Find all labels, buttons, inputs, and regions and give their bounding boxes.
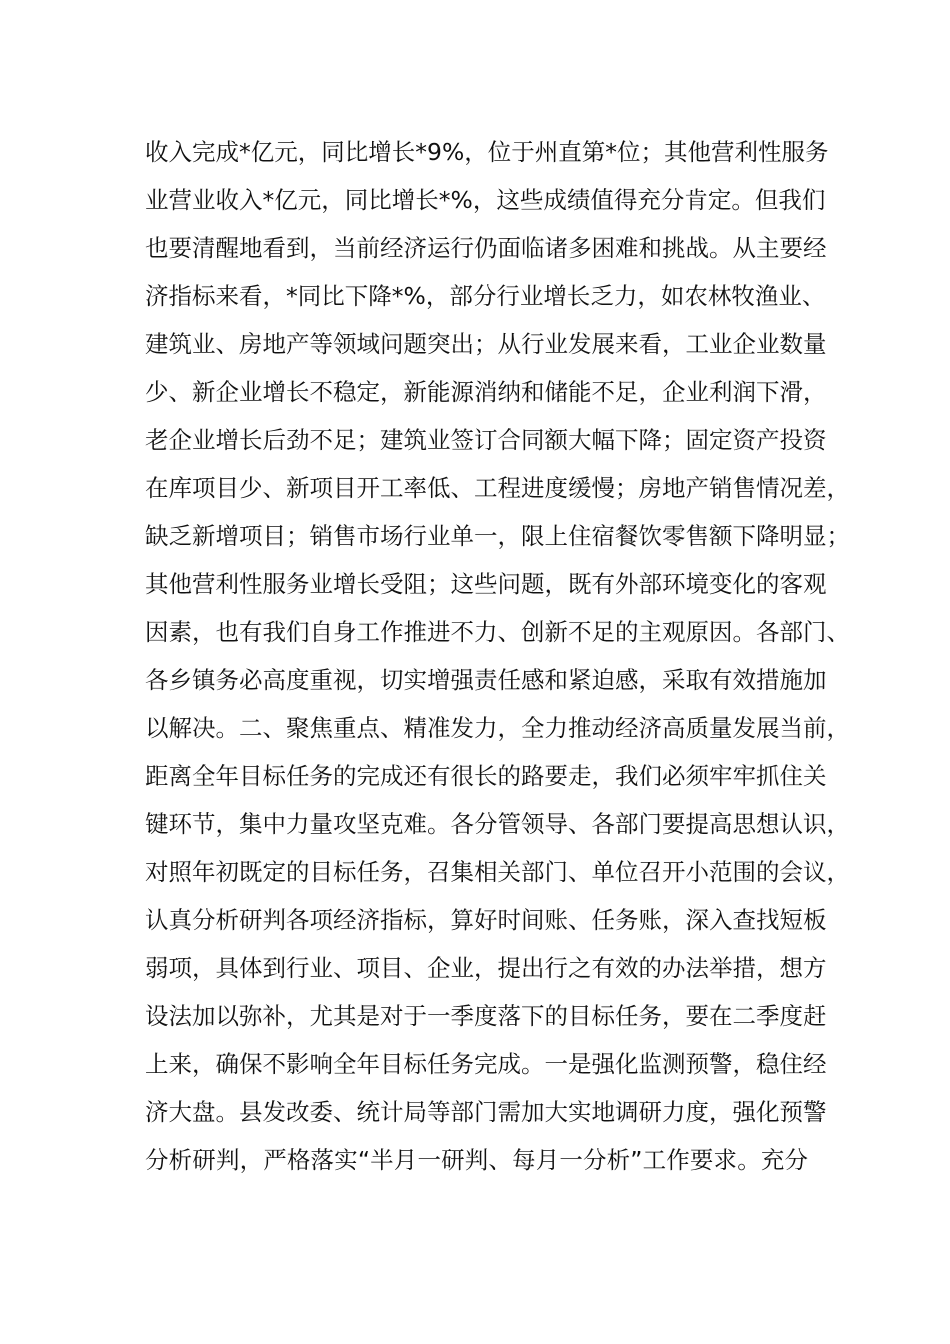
text-line: 建筑业、房地产等领域问题突出；从行业发展来看，工业企业数量 — [145, 330, 827, 358]
text-line: 认真分析研判各项经济指标，算好时间账、任务账，深入查找短板 — [145, 906, 827, 934]
text-line: 距离全年目标任务的完成还有很长的路要走，我们必须牢牢抓住关 — [145, 762, 827, 790]
text-line: 在库项目少、新项目开工率低、工程进度缓慢；房地产销售情况差， — [145, 474, 850, 502]
text-line: 收入完成*亿元，同比增长*9%，位于州直第*位；其他营利性服务 — [145, 138, 829, 166]
text-line: 老企业增长后劲不足；建筑业签订合同额大幅下降；固定资产投资 — [145, 426, 827, 454]
text-line: 各乡镇务必高度重视，切实增强责任感和紧迫感，采取有效措施加 — [145, 666, 827, 694]
text-line: 设法加以弥补，尤其是对于一季度落下的目标任务，要在二季度赶 — [145, 1002, 827, 1030]
text-line: 因素，也有我们自身工作推进不力、创新不足的主观原因。各部门、 — [145, 618, 850, 646]
text-line: 其他营利性服务业增长受阻；这些问题，既有外部环境变化的客观 — [145, 570, 827, 598]
text-line: 分析研判，严格落实“半月一研判、每月一分析”工作要求。充分 — [145, 1146, 808, 1174]
text-line: 济指标来看，*同比下降*%，部分行业增长乏力，如农林牧渔业、 — [145, 282, 826, 310]
text-line: 也要清醒地看到，当前经济运行仍面临诸多困难和挑战。从主要经 — [145, 234, 827, 262]
text-line: 业营业收入*亿元，同比增长*%，这些成绩值得充分肯定。但我们 — [145, 186, 826, 214]
text-line: 济大盘。县发改委、统计局等部门需加大实地调研力度，强化预警 — [145, 1098, 827, 1126]
text-line: 键环节，集中力量攻坚克难。各分管领导、各部门要提高思想认识， — [145, 810, 850, 838]
text-line: 上来，确保不影响全年目标任务完成。一是强化监测预警，稳住经 — [145, 1050, 827, 1078]
text-line: 弱项，具体到行业、项目、企业，提出行之有效的办法举措，想方 — [145, 954, 827, 982]
text-line: 少、新企业增长不稳定，新能源消纳和储能不足，企业利润下滑， — [145, 378, 827, 406]
text-line: 对照年初既定的目标任务，召集相关部门、单位召开小范围的会议， — [145, 858, 850, 886]
text-line: 缺乏新增项目；销售市场行业单一，限上住宿餐饮零售额下降明显； — [145, 522, 850, 550]
text-line: 以解决。二、聚焦重点、精准发力，全力推动经济高质量发展当前， — [145, 714, 850, 742]
